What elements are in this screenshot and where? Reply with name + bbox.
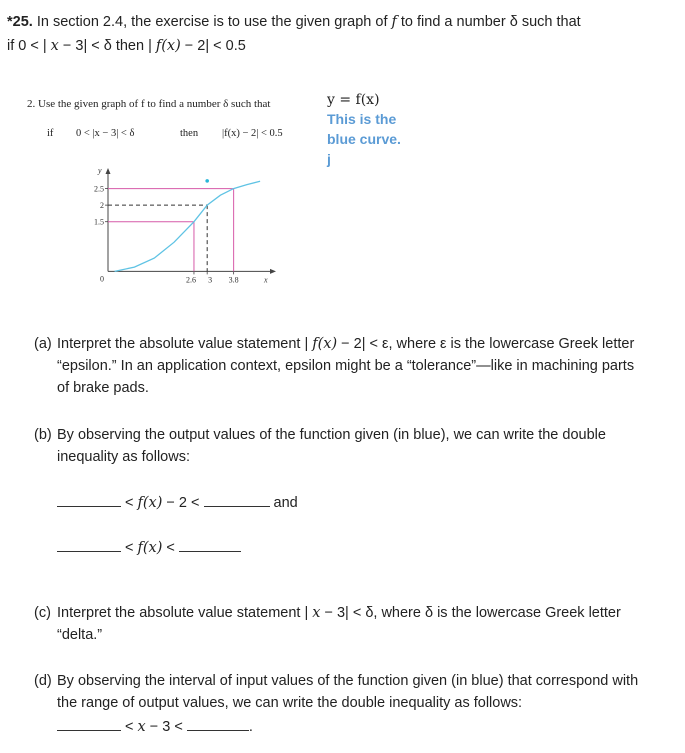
part-c-text: Interpret the absolute value statement | x − 3| < δ, where δ is the lowercase Greek letter “delta.”	[57, 605, 621, 643]
graph-guides	[108, 189, 234, 272]
graph-curve-group	[115, 179, 261, 271]
y-tick-label: 2.5	[94, 184, 104, 194]
problem-number: *25.	[7, 14, 33, 30]
blank-d-right[interactable]	[187, 716, 249, 731]
blank-b2-right[interactable]	[179, 537, 241, 552]
data-point	[205, 179, 209, 183]
annotation-note-line1: This is the	[327, 111, 397, 127]
blank-b1-left[interactable]	[57, 492, 121, 507]
function-graph	[80, 160, 280, 300]
x-tick-label: 2.6	[185, 275, 196, 285]
part-c-label: (c)	[34, 605, 51, 621]
part-d-text: By observing the interval of input values of the function given (in blue) that correspond with the range of output values, we can write the double inequality as follows:	[57, 673, 639, 711]
part-a-label: (a)	[34, 336, 52, 352]
problem-header-line2: if 0 < | x − 3| < δ then | f(x) − 2| < 0.5	[7, 38, 246, 54]
y-tick-label: 2	[100, 201, 104, 211]
blank-b1-right[interactable]	[204, 492, 270, 507]
textbook-cond-left: 0 < |x − 3| < δ	[76, 128, 135, 139]
part-b-inequality-2: < f(x) <	[57, 537, 241, 556]
part-c	[34, 602, 644, 646]
annotation-equation: y = f(x)	[327, 92, 380, 108]
part-b-label: (b)	[34, 427, 52, 443]
blank-d-left[interactable]	[57, 716, 121, 731]
blank-b2-left[interactable]	[57, 537, 121, 552]
part-d-inequality: < x − 3 < .	[57, 716, 253, 735]
part-d	[34, 670, 644, 714]
curve-f	[115, 181, 261, 271]
part-d-label: (d)	[34, 673, 52, 689]
x-axis-label: x	[264, 275, 268, 285]
y-axis-label: y	[98, 166, 102, 175]
part-b-inequality-1: < f(x) − 2 < and	[57, 492, 298, 511]
graph-labels	[94, 166, 268, 284]
origin-label: 0	[100, 274, 104, 284]
x-axis-arrow	[270, 269, 276, 274]
x-tick-label: 3	[208, 275, 213, 285]
part-b-text: By observing the output values of the function given (in blue), we can write the double inequality as follows:	[57, 427, 606, 465]
annotation-note-line2: blue curve.	[327, 131, 401, 147]
x-tick-label: 3.8	[228, 275, 239, 285]
textbook-cond-right: |f(x) − 2| < 0.5	[222, 128, 283, 139]
problem-header-line1: *25. In section 2.4, the exercise is to use the given graph of f to find a number δ such that	[7, 14, 581, 30]
y-tick-label: 1.5	[94, 217, 104, 227]
annotation-stray-char: j	[327, 151, 331, 167]
y-axis-arrow	[106, 168, 111, 174]
part-a-text: Interpret the absolute value statement | f(x) − 2| < ε, where ε is the lowercase Greek letter “epsilon.” In an application context, epsilon might be a “tolerance”—like in machining parts of brake pads.	[57, 336, 635, 396]
part-a	[34, 333, 644, 399]
textbook-problem: 2. Use the given graph of f to find a number δ such that	[27, 98, 271, 110]
part-b	[34, 424, 644, 468]
textbook-cond-then: then	[180, 128, 199, 139]
textbook-cond-if: if	[47, 128, 54, 139]
